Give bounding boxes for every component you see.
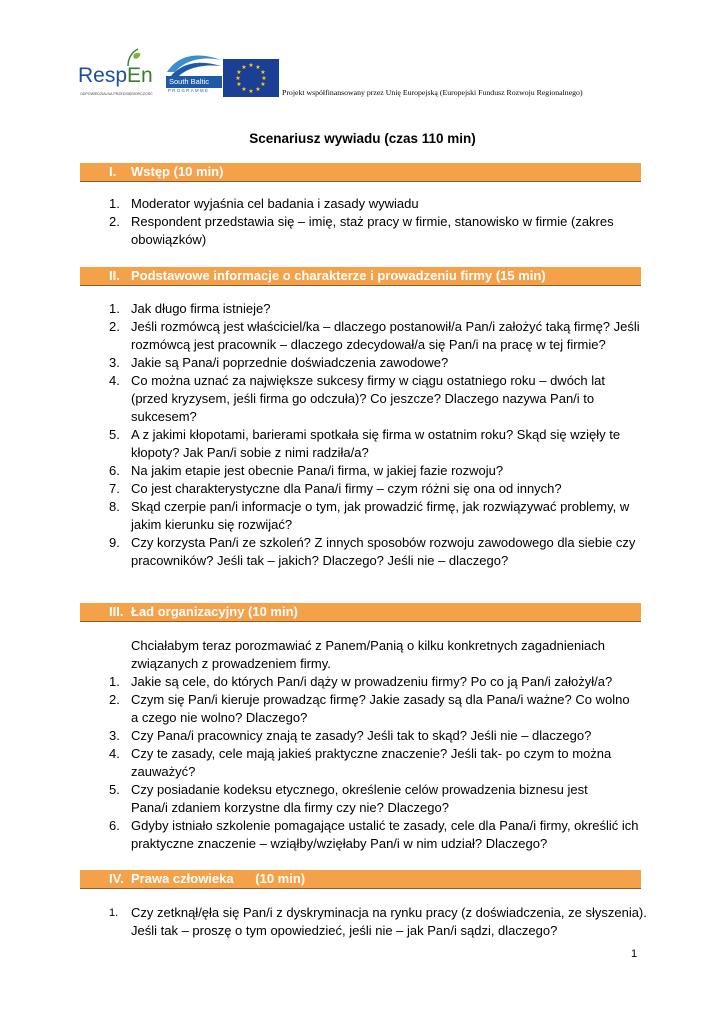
list-item: 5. A z jakimi kłopotami, barierami spotkała się firma w ostatnim roku? Skąd się wzięły te kłopoty? Jak Pan/i sobie z nimi radziła/a? <box>109 427 621 460</box>
section-4-list <box>80 904 650 940</box>
document-title: Scenariusz wywiadu (czas 110 min) <box>249 131 476 146</box>
list-item: 1. Jak długo firma istnieje? <box>109 301 271 316</box>
list-item: 3. Czy Pana/i pracownicy znają te zasady? Jeśli tak to skąd? Jeśli nie – dlaczego? <box>109 728 592 743</box>
list-item: 6. Gdyby istniało szkolenie pomagające ustalić te zasady, cele dla Pana/i firmy, określić ich praktyczne znaczenie – wziąłby/wzięłaby Pan/i w nim udział? Dlaczego? <box>109 818 639 851</box>
section-1-list <box>80 195 650 249</box>
list-item: 4. Co można uznać za największe sukcesy firmy w ciągu ostatniego roku – dwóch lat (przed kryzysem, jeśli firma go odczuła)? Co jeszcze? Dlaczego nazywa Pan/i to sukcesem? <box>109 373 605 424</box>
svg-text:★: ★ <box>261 75 267 82</box>
svg-text:★: ★ <box>236 69 242 76</box>
svg-text:★: ★ <box>248 88 254 95</box>
list-item: 4. Czy te zasady, cele mają jakieś praktyczne znaczenie? Jeśli tak- po czym to można zauważyć? <box>109 746 612 779</box>
list-item: 2. Czym się Pan/i kieruje prowadząc firmę? Jakie zasady są dla Pana/i ważne? Co wolno a czego nie wolno? Dlaczego? <box>109 692 630 725</box>
eu-flag-logo <box>223 59 279 97</box>
south-baltic-label: South Baltic <box>166 76 222 88</box>
list-item: 2. Jeśli rozmówcą jest właściciel/ka – dlaczego postanowił/a Pan/i założyć taką firmę? Jeśli rozmówcą jest pracownik – dlaczego zdecydował/a się Pan/i na pracę w tej firmie? <box>109 319 640 352</box>
svg-text:★: ★ <box>255 64 261 71</box>
south-baltic-programme: PROGRAMME <box>168 88 210 93</box>
section-3-list <box>80 637 650 853</box>
list-item: 2. Respondent przedstawia się – imię, staż pracy w firmie, stanowisko w firmie (zakres obowiązków) <box>109 214 614 247</box>
section-intro: Chciałabym teraz porozmawiać z Panem/Panią o kilku konkretnych zagadnieniach związanych z prowadzeniem firmy. <box>131 638 606 671</box>
list-item: 6. Na jakim etapie jest obecnie Pana/i firma, w jakiej fazie rozwoju? <box>109 463 504 478</box>
section-heading-3: III. Ład organizacyjny (10 min) <box>80 603 641 622</box>
section-heading-1: I. Wstęp (10 min) <box>80 163 641 182</box>
page-number: 1 <box>631 948 638 960</box>
list-item: 1. Jakie są cele, do których Pan/i dąży w prowadzeniu firmy? Po co ją Pan/i założył/a? <box>109 674 613 689</box>
list-item: 7. Co jest charakterystyczne dla Pana/i firmy – czym różni się ona od innych? <box>109 481 562 496</box>
svg-text:★: ★ <box>236 81 242 88</box>
list-item: 1. Moderator wyjaśnia cel badania i zasady wywiadu <box>109 196 419 211</box>
svg-text:★: ★ <box>248 62 254 69</box>
list-item: 8. Skąd czerpie pan/i informacje o tym, jak prowadzić firmę, jak rozwiązywać problemy, w jakim kierunku się rozwijać? <box>109 499 630 532</box>
section-2-list <box>80 300 650 570</box>
list-item: 1. Czy zetknął/ęła się Pan/i z dyskryminacja na rynku pracy (z doświadczenia, ze słyszenia). Jeśli tak – proszę o tym opowiedzieć, jeśli nie – jak Pan/i sądzi, dlaczego? <box>109 905 647 938</box>
respen-logo <box>78 48 158 100</box>
eu-stars-icon <box>223 59 279 97</box>
svg-text:★: ★ <box>260 81 266 88</box>
respen-logo-text: RespEn <box>78 64 153 87</box>
svg-text:★: ★ <box>235 75 241 82</box>
svg-text:★: ★ <box>241 86 247 93</box>
respen-logo-subtitle: ODPOWIEDZIALNA PRZEDSIĘBIORCZOŚĆ <box>80 92 153 96</box>
svg-text:★: ★ <box>241 64 247 71</box>
svg-text:★: ★ <box>255 86 261 93</box>
list-item: 5. Czy posiadanie kodeksu etycznego, określenie celów prowadzenia biznesu jest Pana/i zdaniem korzystne dla firmy czy nie? Dlaczego? <box>109 782 588 815</box>
list-item: 9. Czy korzysta Pan/i ze szkoleń? Z innych sposobów rozwoju zawodowego dla siebie czy pracowników? Jeśli tak – jakich? Dlaczego? Jeśli nie – dlaczego? <box>109 535 636 568</box>
svg-text:★: ★ <box>260 69 266 76</box>
list-item: 3. Jakie są Pana/i poprzednie doświadczenia zawodowe? <box>109 355 449 370</box>
section-heading-2: II. Podstawowe informacje o charakterze i prowadzeniu firmy (15 min) <box>80 267 641 286</box>
section-heading-4: IV. Prawa człowieka (10 min) <box>80 870 641 889</box>
cofinancing-caption: Projekt współfinansowany przez Unię Europejską (Europejski Fundusz Rozwoju Regionalnego) <box>282 88 583 97</box>
page-header <box>78 48 638 104</box>
